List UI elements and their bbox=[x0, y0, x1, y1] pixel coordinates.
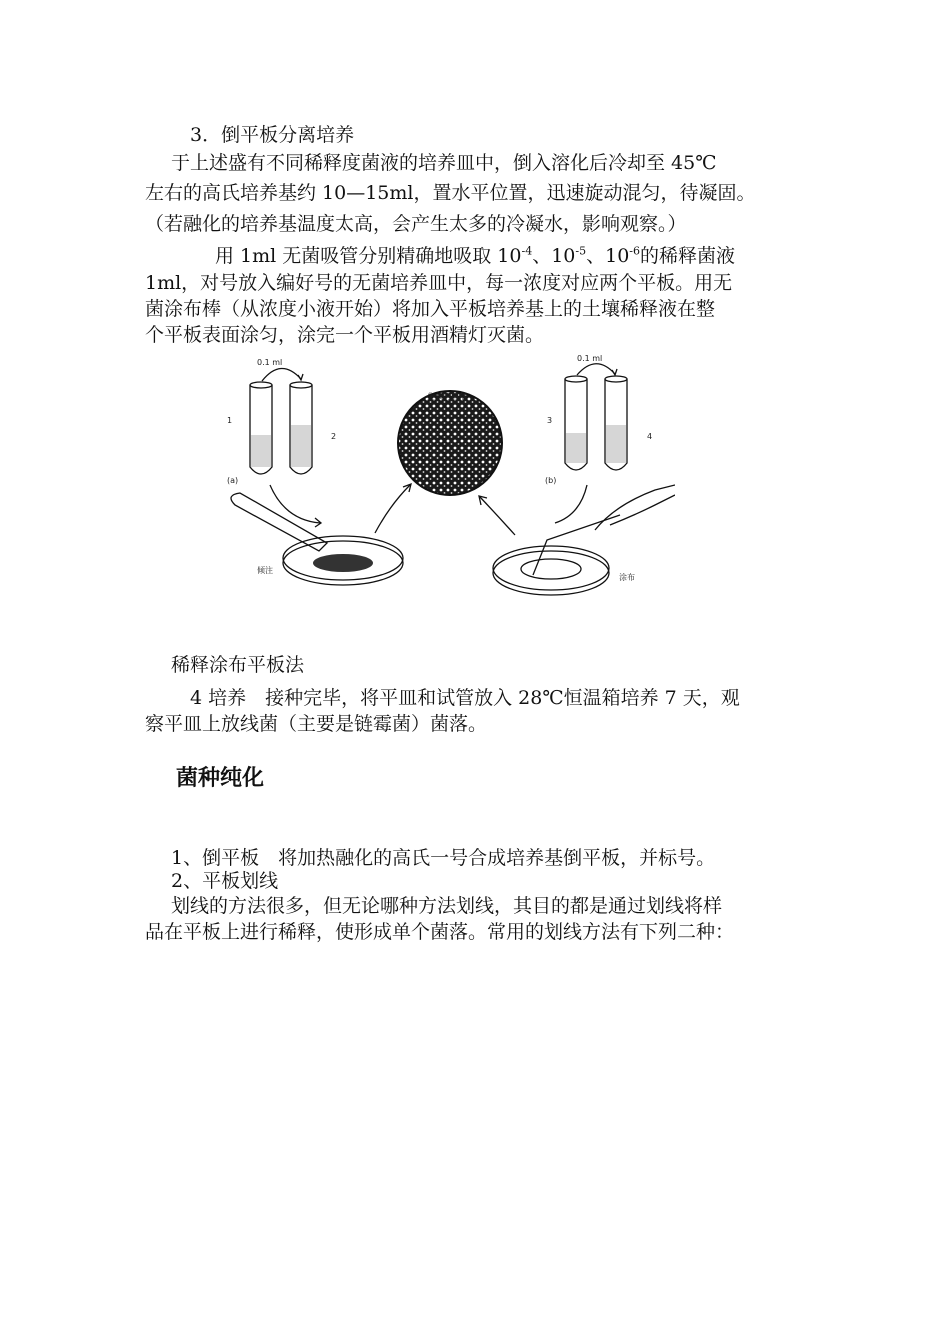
paragraph-line: 品在平板上进行稀释，使形成单个菌落。常用的划线方法有下列二种： bbox=[145, 921, 735, 943]
text-segment: 、10 bbox=[586, 245, 630, 267]
transfer-arrow-right bbox=[577, 364, 615, 375]
paragraph-line bbox=[215, 243, 735, 269]
transfer-arrow-left bbox=[262, 368, 301, 381]
petri-dish-right bbox=[493, 551, 609, 595]
pipette-label: 0.1 ml bbox=[577, 355, 603, 363]
paragraph-line: 左右的高氏培养基约 10—15ml，置水平位置，迅速旋动混匀，待凝固。 bbox=[145, 182, 756, 204]
tube-label: 3 bbox=[547, 416, 553, 425]
paragraph-line: 个平板表面涂匀，涂完一个平板用酒精灯灭菌。 bbox=[145, 324, 545, 346]
paragraph-line: 划线的方法很多，但无论哪种方法划线，其目的都是通过划线将样 bbox=[171, 895, 723, 917]
paragraph-line: 菌涂布棒（从浓度小液开始）将加入平板培养基上的土壤稀释液在整 bbox=[145, 298, 716, 320]
paragraph-line: 于上述盛有不同稀释度菌液的培养皿中，倒入溶化后冷却至 45℃ bbox=[171, 152, 717, 174]
figure-caption: 稀释涂布平板法 bbox=[171, 654, 305, 676]
exponent: -5 bbox=[575, 244, 587, 258]
panel-label: (a) bbox=[227, 476, 239, 485]
text-segment: 的稀释菌液 bbox=[640, 245, 736, 267]
spread-label: 涂布 bbox=[619, 573, 635, 582]
pour-label: 倾注 bbox=[257, 566, 273, 575]
tube-label: 2 bbox=[331, 432, 337, 441]
panel-label: (b) bbox=[545, 476, 557, 485]
flow-arrow bbox=[480, 497, 515, 535]
flow-arrow bbox=[555, 485, 587, 523]
flow-arrow bbox=[375, 485, 410, 533]
section-heading: 3．倒平板分离培养 bbox=[190, 124, 355, 146]
colony-plate bbox=[398, 391, 502, 495]
hand bbox=[595, 485, 675, 530]
exponent: -4 bbox=[521, 244, 533, 258]
paragraph-line: 察平皿上放线菌（主要是链霉菌）菌落。 bbox=[145, 713, 488, 735]
text-segment: 、10 bbox=[532, 245, 576, 267]
section-title: 菌种纯化 bbox=[176, 766, 265, 791]
paragraph-line: 4 培养 接种完毕，将平皿和试管放入 28℃恒温箱培养 7 天，观 bbox=[190, 687, 740, 709]
colony-label: 生长的菌落 bbox=[427, 392, 467, 401]
list-item: 1、倒平板 将加热融化的高氏一号合成培养基倒平板，并标号。 bbox=[171, 847, 716, 869]
flow-arrow bbox=[270, 485, 320, 523]
paragraph-line: （若融化的培养基温度太高，会产生太多的冷凝水，影响观察。） bbox=[145, 213, 687, 235]
text-segment: 用 1ml 无菌吸管分别精确地吸取 10 bbox=[215, 245, 522, 267]
tube-label: 4 bbox=[647, 432, 653, 441]
exponent: -6 bbox=[629, 244, 641, 258]
list-item: 2、平板划线 bbox=[171, 870, 279, 892]
dilution-plating-figure bbox=[215, 355, 675, 600]
pipette-label: 0.1 ml bbox=[257, 358, 283, 367]
tube-label: 1 bbox=[227, 416, 233, 425]
paragraph-line: 1ml，对号放入编好号的无菌培养皿中，每一浓度对应两个平板。用无 bbox=[145, 272, 733, 294]
